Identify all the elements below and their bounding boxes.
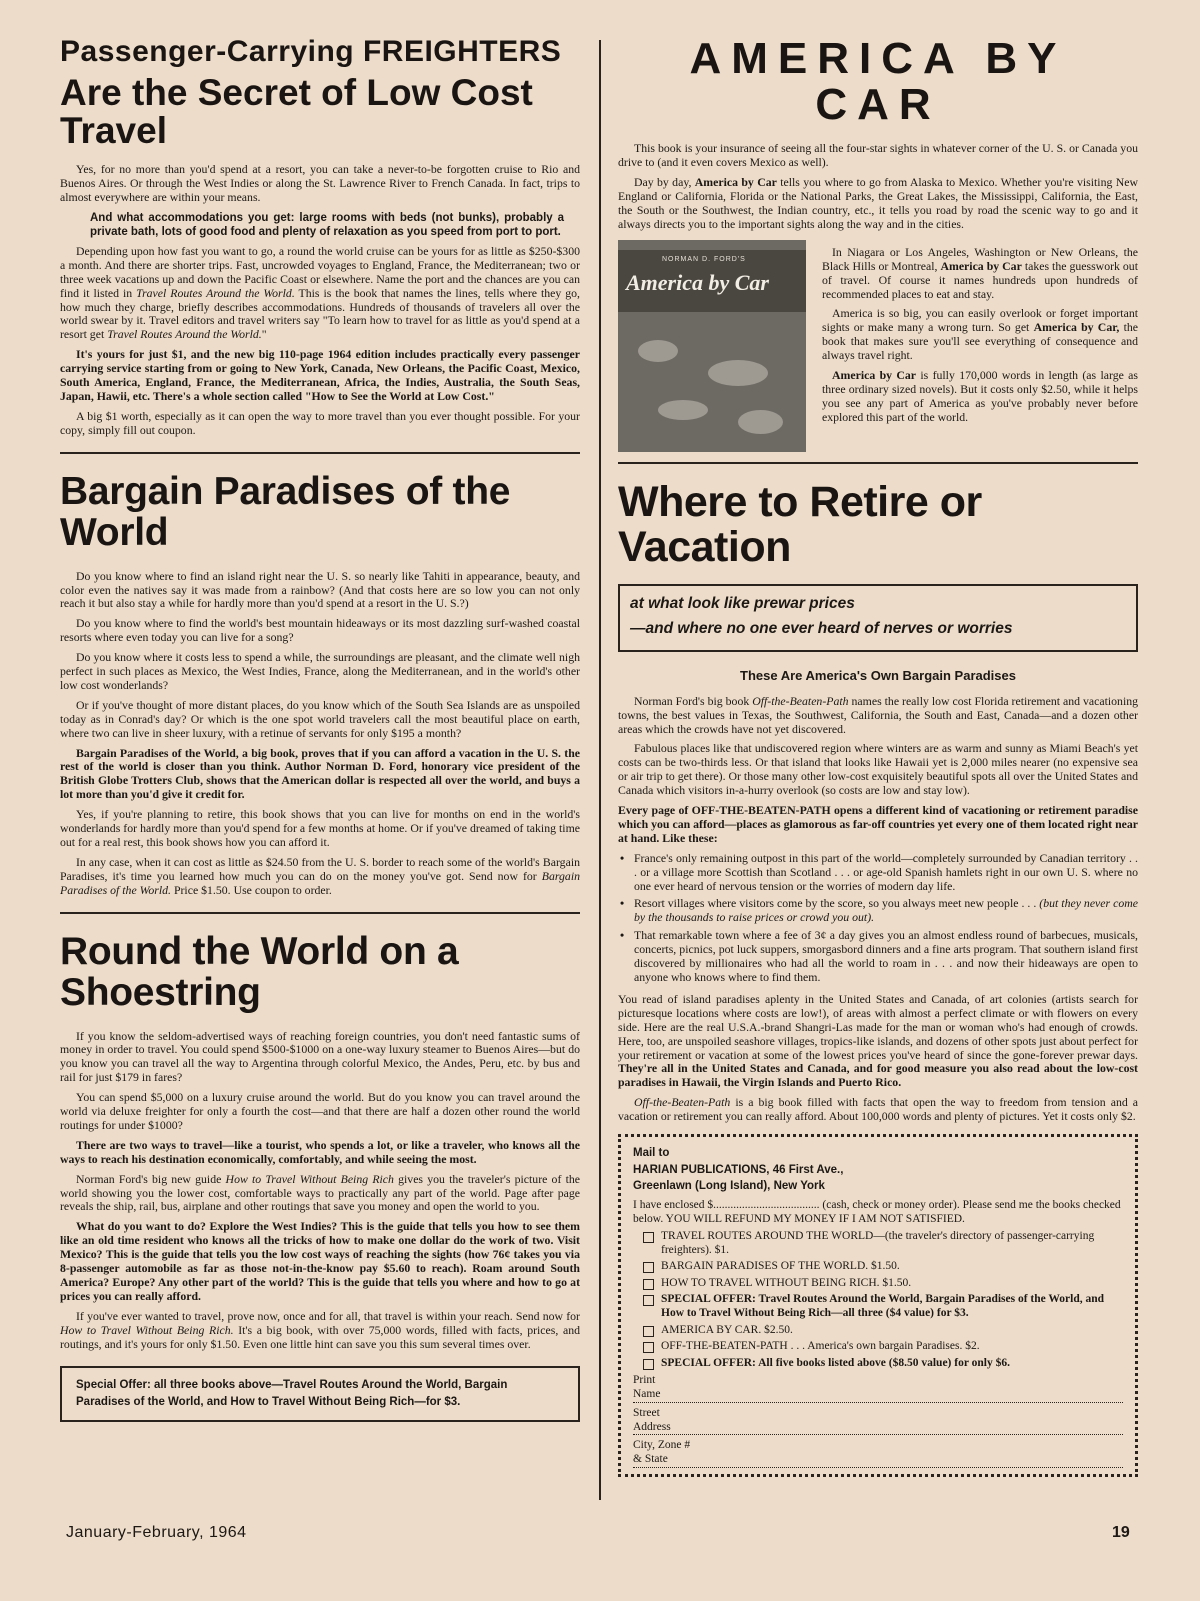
freighters-section xyxy=(60,36,580,438)
coupon-option-2[interactable]: BARGAIN PARADISES OF THE WORLD. $1.50. xyxy=(643,1260,1123,1274)
page-number: 19 xyxy=(1112,1524,1130,1541)
retire-heading: Where to Retire or Vacation xyxy=(618,477,982,571)
retire-paragraph-4: You read of island paradises aplenty in the United States and Canada, of art colonies (artists search for picturesque locations where costs are low!), of areas with almost a perfect climate or with flowers on every side. Here are the real U.S.A.-brand Shangri-Las made for the man or woman who's had enough of crowds. Here, too, are unspoiled seashore villages, tropics-like islands, and dozens of other spots just about perfect for your retirement or vacation at some of the lowest prices you've heard of since the gone-forever prewar days. They're all in the United States and Canada, and for good measure you also read about the low-cost paradises in Hawaii, the Virgin Islands and Puerto Rico. xyxy=(618,991,1138,1090)
list-item: • France's only remaining outpost in this part of the world—completely surrounded by Canadian territory . . . or a village more Scottish than Scotland . . . or age-old Spanish hamlets right in our own U. S. where no one ever heard of nervous tension or the worries of modern day life. xyxy=(618,852,1138,894)
right-column xyxy=(618,36,1138,1477)
map-illustration xyxy=(738,410,783,434)
freighters-heading-1: Passenger-Carrying FREIGHTERS xyxy=(60,35,562,68)
map-illustration xyxy=(638,340,678,362)
checkbox[interactable] xyxy=(643,1279,654,1290)
retire-subhead: These Are America's Own Bargain Paradises xyxy=(740,667,1016,683)
america-heading: AMERICA BY CAR xyxy=(689,34,1067,130)
book-cover-image xyxy=(618,240,806,452)
retire-paragraph-5: Off-the-Beaten-Path is a big book filled with facts that open the way to freedom from tension and a vacation or retirement you can really afford. About 100,000 words and plenty of pictures. Yet it costs only $2. xyxy=(618,1095,1139,1124)
coupon-city-field[interactable]: City, Zone # & State xyxy=(633,1439,1123,1468)
shoestring-paragraph-5: What do you want to do? Explore the West Indies? This is the guide that tells you how to see them like an old time resident who knows all the tricks of how to make one dollar do the work of two. Visit Mexico? This is the guide that tells you the low cost ways of reaching the sights (how 76¢ takes you via 8-passenger automobile as far as those not-in-the-know pay $5.60 to reach). Roam around South America? Europe? Any other part of the world? This is the guide that tells you where and how to go at prices you can really afford. xyxy=(60,1219,580,1303)
shoestring-paragraph-6: If you've ever wanted to travel, prove now, once and for all, that travel is within your reach. Send now for How to Travel Without Being Rich. It's a big book, with over 75,000 words, filled with facts, prices, and routings, and it's yours for only $1.50. Even one little hint can save you this sum several times over. xyxy=(60,1308,580,1351)
cover-title: America by Car xyxy=(626,269,769,295)
section-divider xyxy=(618,462,1138,464)
america-paragraph-2: Day by day, America by Car tells you where to go from Alaska to Mexico. Whether you're visiting New England or California, Florida or the National Parks, the Great Lakes, the Mississippi, California, the East, the South or the Southwest, the Indian country, etc., it tells you road by road the scenic way to go and it always directs you to the important sights along the way and in the cities. xyxy=(618,175,1139,231)
america-paragraph-5: America by Car is fully 170,000 words in length (as large as three ordinary sized novels). But it costs only $2.50, while it helps you see any part of America as you've probably never before explored this part of the world. xyxy=(822,368,1139,424)
bargain-paragraph-1: Do you know where to find an island right near the U. S. so nearly like Tahiti in appearance, beauty, and color even the natives say it was made from a rainbow? (And that costs here are so low you can not only reach it but also stay a while for hardly more than you'd spend at a resort in the U. S.?) xyxy=(60,568,580,611)
coupon-option-6[interactable]: OFF-THE-BEATEN-PATH . . . America's own bargain Paradises. $2. xyxy=(643,1340,1123,1354)
coupon-mail-to: Mail to xyxy=(633,1147,670,1160)
america-paragraph-4: America is so big, you can easily overlook or forget important sights or make many a wrong turn. So get America by Car, the book that makes sure you'll see everything of consequence and always travel right. xyxy=(822,306,1139,363)
bargain-paragraph-6: Yes, if you're planning to retire, this book shows that you can live for months on end in the world's wonderlands for hardly more than you'd spend for a few months at home. Or if you've dreamed of taking time out for a real rest, this book shows how you can afford it. xyxy=(60,807,580,849)
checkbox[interactable] xyxy=(643,1232,654,1243)
section-divider xyxy=(60,452,580,454)
checkbox[interactable] xyxy=(643,1326,654,1337)
retire-section xyxy=(618,477,1139,1124)
retire-paragraph-1: Norman Ford's big book Off-the-Beaten-Path names the really low cost Florida retirement and vacationing towns, the best values in Texas, the Southwest, California, the South and East, Canada—and a dozen other areas which the crowds have not yet discovered. xyxy=(618,693,1139,736)
shoestring-paragraph-3: There are two ways to travel—like a tourist, who spends a lot, or like a traveler, who knows all the ways to reach his destination economically, comfortably, and while seeing the most. xyxy=(60,1137,580,1166)
checkbox[interactable] xyxy=(643,1295,654,1306)
map-illustration xyxy=(708,360,768,386)
order-coupon[interactable] xyxy=(618,1134,1138,1477)
freighters-paragraph-1: Yes, for no more than you'd spend at a resort, you can take a never-to-be forgotten cruise to Rio and Buenos Aires. Or through the West Indies or along the St. Lawrence River to French Canada. In fact, trips to almost everywhere are within your means. xyxy=(60,162,580,204)
america-book-text xyxy=(822,240,1138,452)
checkbox[interactable] xyxy=(643,1342,654,1353)
bargain-paragraph-4: Or if you've thought of more distant places, do you know which of the South Sea Islands are as unspoiled today as in Conrad's day? Or which is the one spot world travelers call the most beautiful place on earth, where two can live in sheer luxury, with a retinue of servants for only $195 a month? xyxy=(60,697,580,740)
left-column xyxy=(60,36,580,1422)
america-paragraph-1: This book is your insurance of seeing all the four-star sights in whatever corner of the U. S. or Canada you drive to (and it even covers Mexico as well). xyxy=(618,141,1138,170)
bargain-heading: Bargain Paradises of the World xyxy=(60,469,511,554)
checkbox[interactable] xyxy=(643,1359,654,1370)
bargain-paragraph-2: Do you know where to find the world's best mountain hideaways or its most dazzling surf-washed coastal resorts where even today you can live for a song? xyxy=(60,616,580,645)
retire-paragraph-2: Fabulous places like that undiscovered region where winters are as warm and sunny as Miami Beach's yet costs can be two-thirds less. Or that island that looks like Hawaii yet is 2,000 miles nearer (no expensive sea or air trip to get there). Or those many other low-cost exquisitely beautiful spots all over the United States and Canada which visitors in-a-hurry overlook (so costs are low and stay low). xyxy=(618,741,1138,798)
freighters-paragraph-2: Depending upon how fast you want to go, a round the world cruise can be yours for as little as $250-$300 a month. And there are shorter trips. Fast, uncrowded voyages to England, France, the Mediterranean; two or three week vacations up and down the Pacific Coast or elsewhere. Name the port and the chances are you can find it listed in Travel Routes Around the World. This is the book that names the lines, tells where they go, how much they charge, briefly describes accommodations. Hundreds of thousands of travelers all over the world swear by it. Travel editors and travel writers say "To learn how to travel for as little as you'd spend at a resort get Travel Routes Around the World." xyxy=(60,243,580,342)
freighters-highlight: And what accommodations you get: large rooms with beds (not bunks), probably a private bath, lots of good food and plenty of relaxation as you speed from port to port. xyxy=(90,211,564,238)
list-item: • Resort villages where visitors come by the score, so you always meet new people . . . (but they never come by the thousands to raise prices or crowd you out). xyxy=(618,897,1138,925)
footer-date: January-February, 1964 xyxy=(66,1524,247,1541)
coupon-option-1[interactable]: TRAVEL ROUTES AROUND THE WORLD—(the traveler's directory of passenger-carrying freighters). $1. xyxy=(643,1230,1123,1257)
map-illustration xyxy=(658,400,708,420)
america-section xyxy=(618,36,1138,452)
america-book-row xyxy=(618,240,1138,452)
shoestring-heading: Round the World on a Shoestring xyxy=(60,929,459,1014)
coupon-option-4[interactable]: SPECIAL OFFER: Travel Routes Around the World, Bargain Paradises of the World, and How to Travel Without Being Rich—all three ($4 value) for $3. xyxy=(643,1293,1123,1320)
coupon-option-3[interactable]: HOW TO TRAVEL WITHOUT BEING RICH. $1.50. xyxy=(643,1277,1123,1291)
retire-tagline-box xyxy=(618,584,1138,652)
checkbox[interactable] xyxy=(643,1262,654,1273)
special-offer-box: Special Offer: all three books above—Travel Routes Around the World, Bargain Paradises of the World, and How to Travel Without Being Rich—for $3. xyxy=(60,1366,580,1423)
freighters-heading-2: Are the Secret of Low Cost Travel xyxy=(60,71,533,152)
shoestring-paragraph-2: You can spend $5,000 on a luxury cruise around the world. But do you know you can travel around the world via deluxe freighter for only a fourth the cost—and that there are half a dozen other round the world routings for under $1000? xyxy=(60,1090,580,1132)
tagline-line-1: at what look like prewar prices xyxy=(630,595,855,613)
coupon-company: HARIAN PUBLICATIONS, 46 First Ave., xyxy=(633,1163,844,1176)
cover-author: NORMAN D. FORD'S xyxy=(662,255,746,263)
shoestring-paragraph-1: If you know the seldom-advertised ways of reaching foreign countries, you don't need fantastic sums of money in order to travel. You could spend $500-$1000 on a one-way luxury steamer to Buenos Aires—but do you know you can travel all the way to Argentina through colorful Mexico, the Andes, Peru, etc. by bus and rail for just $179 in fares? xyxy=(60,1028,580,1085)
freighters-paragraph-4: A big $1 worth, especially as it can open the way to more travel than you ever thought possible. For your copy, simply fill out coupon. xyxy=(60,408,580,437)
coupon-name-field[interactable]: Print Name xyxy=(633,1374,1123,1403)
list-item: • That remarkable town where a fee of 3¢ a day gives you an almost endless round of barbecues, musicals, concerts, picnics, pot luck suppers, smorgasbord dinners and a fine arts program. That southern island first discovered by millionaires who had all the world to roam in . . . and now their hideaways are open to anyone who knows where to find them. xyxy=(618,929,1138,985)
coupon-street-field[interactable]: Street Address xyxy=(633,1407,1123,1436)
freighters-paragraph-3: It's yours for just $1, and the new big 110-page 1964 edition includes practically every passenger carrying service starting from or going to New York, Canada, New Orleans, the Pacific Coast, Mexico, South America, England, France, the Mediterranean, Africa, the Indies, Australia, the South Seas, Japan, Hawii, etc. There's a whole section called "How to See the World at Low Cost." xyxy=(60,347,580,403)
coupon-enclosed-line: I have enclosed $..................................... (cash, check or money order). Please send me the books checked below. YOU WILL REFUND MY MONEY IF I AM NOT SATISFIED. xyxy=(633,1199,1121,1225)
bargain-paragraph-7: In any case, when it can cost as little as $24.50 from the U. S. border to reach some of the world's Bargain Paradises, it's time you learned how much you can do on the money you've got. Send now for Bargain Paradises of the World. Price $1.50. Use coupon to order. xyxy=(60,854,580,897)
america-paragraph-3: In Niagara or Los Angeles, Washington or New Orleans, the Black Hills or Montreal, America by Car takes the guesswork out of travel. Of course it names hundreds upon hundreds of recommended places to eat and stay. xyxy=(822,244,1138,301)
retire-bullet-list xyxy=(618,852,1138,985)
section-divider xyxy=(60,912,580,914)
shoestring-section xyxy=(60,929,580,1422)
coupon-option-5[interactable]: AMERICA BY CAR. $2.50. xyxy=(643,1324,1123,1338)
bargain-paragraph-3: Do you know where it costs less to spend a while, the surroundings are pleasant, and the climate well nigh perfect in such places as Mexico, the West Indies, France, along the Mediterranean, and in the world's other low cost wonderlands? xyxy=(60,650,580,692)
coupon-address: Greenlawn (Long Island), New York xyxy=(633,1180,825,1193)
column-divider xyxy=(599,40,601,1500)
bargain-paragraph-5: Bargain Paradises of the World, a big book, proves that if you can afford a vacation in the U. S. the rest of the world is closer than you think. Author Norman D. Ford, honorary vice president of the British Globe Trotters Club, shows that the American dollar is respected all over the world, and buys a lot more than you'd give it credit for. xyxy=(60,745,580,802)
bargain-section xyxy=(60,469,580,898)
retire-paragraph-3: Every page of OFF-THE-BEATEN-PATH opens a different kind of vacationing or retirement paradise which you can afford—places as glamorous as far-off countries yet every one of them located right near at hand. Like these: xyxy=(618,803,1138,845)
tagline-line-2: —and where no one ever heard of nerves or worries xyxy=(630,619,1013,637)
coupon-option-7[interactable]: SPECIAL OFFER: All five books listed above ($8.50 value) for only $6. xyxy=(643,1357,1123,1371)
shoestring-paragraph-4: Norman Ford's big new guide How to Travel Without Being Rich gives you the traveler's picture of the world showing you the lower cost, comfortable ways to practically any part of the world. Page after page reveals the ship, rail, bus, airplane and other routings that save you money and open the world to you. xyxy=(60,1171,580,1214)
